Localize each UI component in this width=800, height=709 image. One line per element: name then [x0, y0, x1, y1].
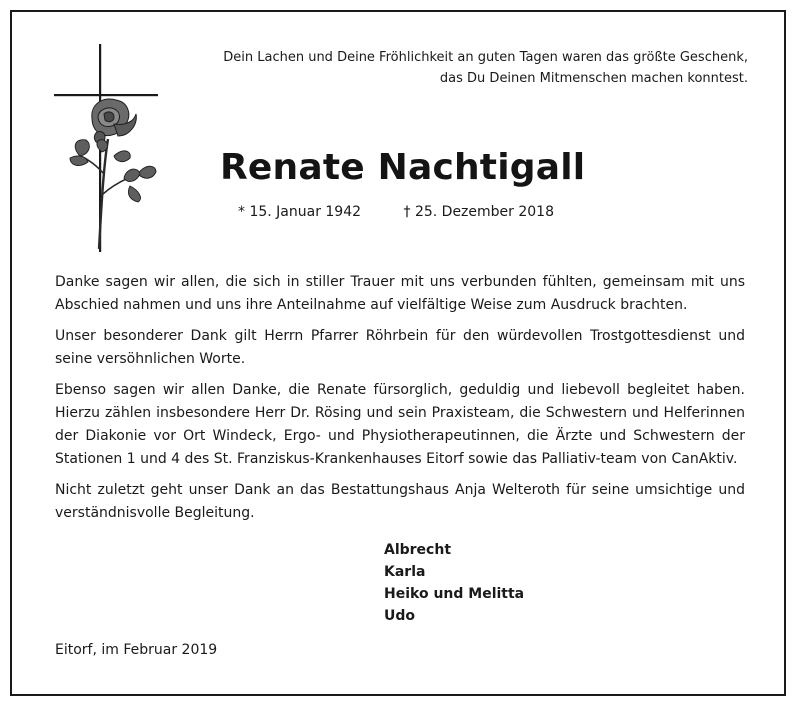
- place-and-date: Eitorf, im Februar 2019: [55, 642, 218, 658]
- birth-date: * 15. Januar 1942: [238, 204, 362, 220]
- quote-line-2: das Du Deinen Mitmenschen machen konntest.: [439, 71, 748, 86]
- thank-you-text: [55, 271, 745, 533]
- signer: Heiko und Melitta: [384, 586, 525, 602]
- deceased-name: Renate Nachtigall: [220, 147, 586, 188]
- life-dates: [238, 204, 554, 220]
- opening-quote: [188, 47, 748, 89]
- signer: Udo: [384, 608, 416, 624]
- cross-with-rose-icon: [52, 44, 162, 254]
- paragraph: Unser besonderer Dank gilt Herrn Pfarrer Röhrbein für den würdevollen Trostgottesdienst und seine versöhnlichen Worte.: [55, 328, 745, 367]
- signer: Albrecht: [384, 542, 452, 558]
- death-date: † 25. Dezember 2018: [403, 204, 554, 220]
- paragraph: Ebenso sagen wir allen Danke, die Renate fürsorglich, geduldig und liebevoll begleitet haben. Hierzu zählen insbesondere Herr Dr. Rösing und sein Praxisteam, die Schwestern und Helferinnen der Diakonie vor Ort Windeck, Ergo- und Physiotherapeutinnen, die Ärzte und Schwestern der Stationen 1 und 4 des St. Franziskus-Krankenhauses Eitorf sowie das Palliativ-team von CanAktiv.: [55, 382, 745, 467]
- paragraph: Nicht zuletzt geht unser Dank an das Bestattungshaus Anja Welteroth für seine umsichtige und verständnisvolle Begleitung.: [55, 482, 745, 521]
- quote-line-1: Dein Lachen und Deine Fröhlichkeit an guten Tagen waren das größte Geschenk,: [223, 50, 748, 65]
- signers-list: [384, 539, 524, 627]
- paragraph: Danke sagen wir allen, die sich in stiller Trauer mit uns verbunden fühlten, gemeinsam mit uns Abschied nahmen und uns ihre Anteilnahme auf vielfältige Weise zum Ausdruck brachten.: [55, 274, 745, 313]
- signer: Karla: [384, 564, 426, 580]
